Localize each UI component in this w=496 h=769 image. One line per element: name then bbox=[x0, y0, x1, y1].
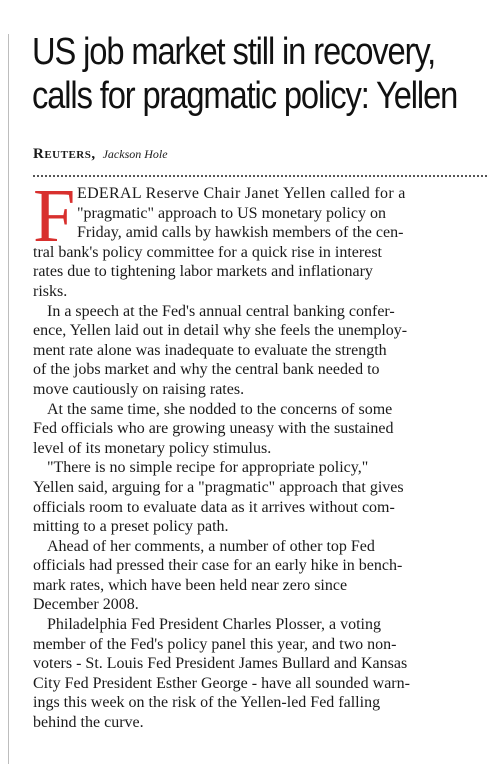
body-line: Ahead of her comments, a number of other top Fed bbox=[47, 537, 375, 555]
byline bbox=[33, 145, 168, 163]
body-line: voters - St. Louis Fed President James Bullard and Kansas bbox=[33, 655, 408, 673]
paragraph-5 bbox=[33, 537, 485, 615]
body-line: Philadelphia Fed President Charles Plosser, a voting bbox=[47, 616, 381, 634]
headline-line-2: calls for pragmatic policy: Yellen bbox=[32, 75, 458, 117]
body-line: officials room to evaluate data as it arrives without com- bbox=[33, 498, 395, 516]
byline-source: Reuters, bbox=[33, 146, 96, 162]
body-line: officials had pressed their case for an early hike in bench- bbox=[33, 557, 403, 575]
body-line: ence, Yellen laid out in detail why she feels the unemploy- bbox=[33, 322, 408, 340]
body-line: behind the curve. bbox=[33, 714, 144, 732]
body-line: In a speech at the Fed's annual central banking confer- bbox=[47, 302, 395, 320]
body-line: move cautiously on raising rates. bbox=[33, 380, 245, 398]
body-line: mark rates, which have been held near zero since bbox=[33, 576, 348, 594]
body-line: rates due to tightening labor markets and inflationary bbox=[33, 263, 373, 281]
body-line: City Fed President Esther George - have all sounded warn- bbox=[33, 674, 410, 692]
body-line: level of its monetary policy stimulus. bbox=[33, 439, 272, 457]
body-line: Friday, amid calls by hawkish members of the cen- bbox=[77, 224, 404, 242]
paragraph-2 bbox=[33, 302, 485, 400]
left-column-rule bbox=[8, 34, 9, 764]
body-line: "There is no simple recipe for appropriate policy," bbox=[47, 459, 369, 477]
body-line: At the same time, she nodded to the concerns of some bbox=[47, 400, 393, 418]
paragraph-6 bbox=[33, 615, 485, 733]
body-line: Yellen said, arguing for a "pragmatic" approach that gives bbox=[33, 478, 404, 496]
dotted-divider bbox=[33, 175, 487, 177]
body-line: mitting to a preset policy path. bbox=[33, 518, 229, 536]
paragraph-1 bbox=[33, 174, 485, 302]
body-line: of the jobs market and why the central bank needed to bbox=[33, 361, 380, 379]
body-line: December 2008. bbox=[33, 596, 139, 614]
body-line: ings this week on the risk of the Yellen-led Fed falling bbox=[33, 694, 381, 712]
body-line: "pragmatic" approach to US monetary policy on bbox=[77, 204, 386, 222]
headline-line-1: US job market still in recovery, bbox=[32, 31, 436, 73]
body-line: risks. bbox=[33, 282, 68, 300]
paragraph-4 bbox=[33, 458, 485, 536]
body-line: tral bank's policy committee for a quick rise in interest bbox=[33, 243, 382, 261]
drop-cap: F bbox=[33, 174, 76, 258]
headline bbox=[32, 30, 458, 118]
body-line: Fed officials who are growing uneasy with the sustained bbox=[33, 420, 394, 438]
byline-location: Jackson Hole bbox=[102, 147, 168, 161]
article-body bbox=[33, 174, 485, 733]
body-line: member of the Fed's policy panel this year, and two non- bbox=[33, 635, 397, 653]
body-line: ment rate alone was inadequate to evaluate the strength bbox=[33, 341, 387, 359]
body-line: EDERAL Reserve Chair Janet Yellen called for a bbox=[77, 185, 406, 202]
paragraph-3 bbox=[33, 400, 485, 459]
